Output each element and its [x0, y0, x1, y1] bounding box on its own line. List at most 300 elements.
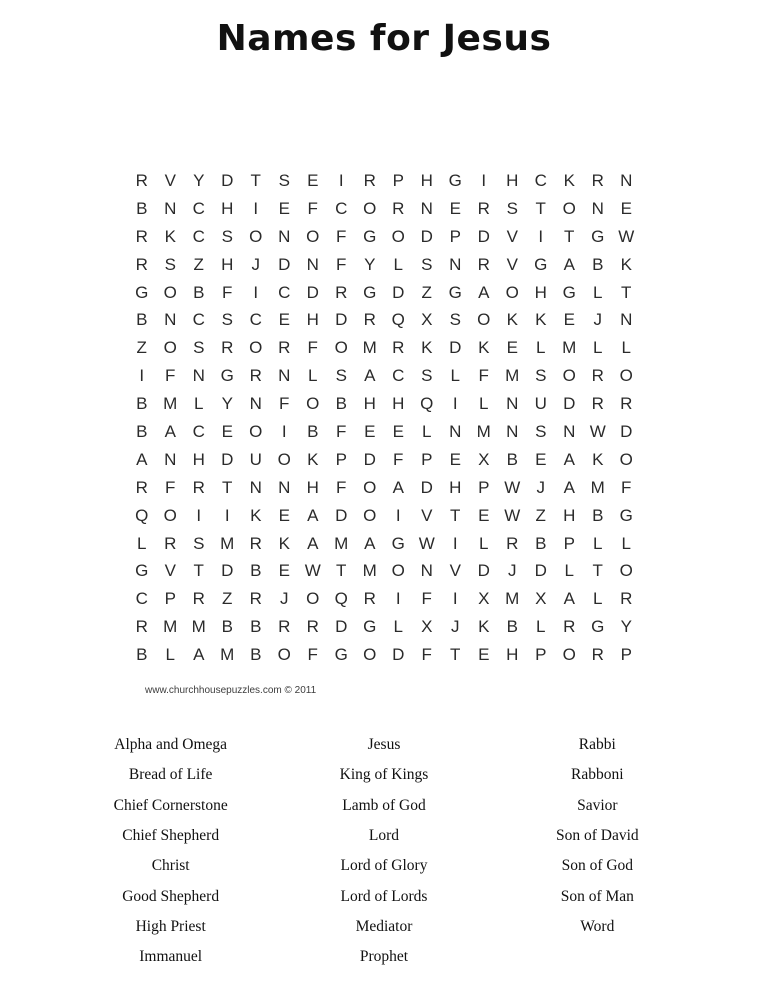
grid-letter: X [478, 449, 490, 469]
grid-letter: O [163, 282, 177, 302]
grid-letter: O [249, 338, 263, 358]
grid-letter: W [618, 226, 635, 246]
grid-letter: X [535, 589, 547, 609]
grid-letter: C [335, 198, 348, 218]
grid-letter: O [249, 421, 263, 441]
grid-letter: O [277, 449, 291, 469]
grid-letter: A [307, 533, 319, 553]
grid-letter: I [253, 282, 259, 302]
grid-letter: A [478, 282, 490, 302]
grid-letter: H [420, 170, 433, 190]
grid-letter: N [449, 254, 462, 274]
grid-letter: B [136, 198, 148, 218]
grid-letter: S [193, 338, 205, 358]
grid-letter: B [335, 394, 347, 414]
word-list-item: King of Kings [339, 766, 429, 784]
word-list-column [64, 730, 277, 972]
grid-letter: A [563, 254, 575, 274]
grid-letter: S [193, 533, 205, 553]
grid-letter: O [619, 561, 633, 581]
grid-letter: O [363, 505, 377, 525]
grid-letter: S [335, 366, 347, 386]
grid-letter: O [306, 589, 320, 609]
grid-letter: R [192, 477, 205, 497]
grid-letter: L [564, 561, 574, 581]
grid-letter: O [619, 366, 633, 386]
grid-letter: L [593, 282, 603, 302]
grid-letter: J [508, 561, 517, 581]
grid-letter: H [392, 394, 405, 414]
grid-letter: C [192, 421, 205, 441]
grid-letter: N [620, 310, 633, 330]
grid-letter: J [280, 589, 289, 609]
word-list-item: Good Shepherd [122, 887, 220, 905]
grid-letter: F [393, 449, 404, 469]
grid-letter: L [593, 589, 603, 609]
word-list-item: Christ [151, 857, 190, 875]
grid-letter: R [249, 533, 262, 553]
grid-letter: B [136, 310, 148, 330]
grid-letter: H [363, 394, 376, 414]
grid-letter: L [137, 533, 147, 553]
page-title: Names for Jesus [216, 18, 552, 59]
grid-letter: K [620, 254, 632, 274]
grid-letter: S [506, 198, 518, 218]
grid-letter: G [591, 617, 605, 637]
word-list-column [491, 730, 704, 972]
grid-letter: R [591, 394, 604, 414]
grid-letter: F [222, 282, 233, 302]
grid-letter: K [563, 170, 575, 190]
grid-letter: W [504, 477, 521, 497]
grid-letter: B [535, 533, 547, 553]
grid-letter: B [592, 505, 604, 525]
grid-letter: Q [135, 505, 149, 525]
grid-letter: F [307, 198, 318, 218]
grid-letter: D [392, 282, 405, 302]
grid-letter: S [221, 226, 233, 246]
grid-letter: Q [391, 310, 405, 330]
grid-letter: L [593, 533, 603, 553]
word-list-column [277, 730, 490, 972]
word-list-item: Bread of Life [128, 766, 213, 784]
grid-letter: A [364, 533, 376, 553]
grid-letter: O [391, 561, 405, 581]
grid-letter: Z [222, 589, 233, 609]
grid-letter: C [249, 310, 262, 330]
grid-letter: P [478, 477, 490, 497]
grid-letter: N [249, 394, 262, 414]
grid-letter: N [563, 421, 576, 441]
grid-letter: O [363, 645, 377, 665]
word-list-item: Alpha and Omega [114, 736, 228, 754]
grid-letter: T [621, 282, 632, 302]
grid-letter: J [451, 617, 460, 637]
grid-letter: O [363, 477, 377, 497]
grid-letter: F [336, 226, 347, 246]
grid-letter: F [421, 645, 432, 665]
grid-letter: X [421, 310, 433, 330]
grid-letter: H [506, 645, 519, 665]
grid-letter: V [506, 226, 518, 246]
grid-letter: D [221, 561, 234, 581]
grid-letter: E [478, 645, 490, 665]
grid-letter: N [591, 198, 604, 218]
grid-letter: E [392, 421, 404, 441]
watermark-text: www.churchhousepuzzles.com © 2011 [145, 685, 317, 696]
grid-letter: Y [193, 170, 205, 190]
word-list-item: Chief Cornerstone [113, 796, 228, 814]
grid-letter: F [336, 477, 347, 497]
grid-letter: R [306, 617, 319, 637]
grid-letter: D [335, 310, 348, 330]
word-list-item: Word [580, 917, 615, 935]
grid-letter: R [249, 589, 262, 609]
grid-letter: G [334, 645, 348, 665]
grid-letter: O [249, 226, 263, 246]
grid-letter: R [392, 198, 405, 218]
grid-letter: P [392, 170, 404, 190]
grid-letter: G [448, 170, 462, 190]
grid-letter: L [450, 366, 460, 386]
grid-letter: E [307, 170, 319, 190]
grid-letter: G [562, 282, 576, 302]
grid-letter: I [538, 226, 544, 246]
grid-letter: O [306, 226, 320, 246]
grid-letter: C [192, 310, 205, 330]
grid-letter: R [278, 338, 291, 358]
grid-letter: T [535, 198, 546, 218]
grid-letter: X [421, 617, 433, 637]
grid-letter: O [334, 338, 348, 358]
grid-letter: M [362, 561, 377, 581]
grid-letter: D [221, 449, 234, 469]
grid-letter: W [504, 505, 521, 525]
grid-letter: K [478, 617, 490, 637]
grid-letter: I [452, 589, 458, 609]
grid-letter: T [592, 561, 603, 581]
grid-letter: L [593, 338, 603, 358]
grid-letter: R [591, 170, 604, 190]
grid-letter: W [418, 533, 435, 553]
grid-letter: B [193, 282, 205, 302]
grid-letter: E [620, 198, 632, 218]
grid-letter: D [278, 254, 291, 274]
grid-letter: R [363, 310, 376, 330]
grid-letter: X [478, 589, 490, 609]
grid-letter: S [278, 170, 290, 190]
grid-letter: R [135, 254, 148, 274]
grid-letter: B [136, 645, 148, 665]
grid-letter: E [478, 505, 490, 525]
grid-letter: L [194, 394, 204, 414]
grid-letter: M [476, 421, 491, 441]
word-list-item: High Priest [135, 917, 206, 935]
grid-letter: G [135, 561, 149, 581]
grid-letter: O [562, 366, 576, 386]
grid-letter: N [506, 394, 519, 414]
grid-letter: E [278, 198, 290, 218]
grid-letter: O [391, 226, 405, 246]
grid-letter: D [335, 505, 348, 525]
grid-letter: L [308, 366, 318, 386]
grid-letter: B [250, 561, 262, 581]
grid-letter: B [307, 421, 319, 441]
word-list-item: Prophet [359, 948, 409, 966]
grid-letter: R [135, 617, 148, 637]
grid-letter: R [620, 394, 633, 414]
grid-letter: C [192, 226, 205, 246]
grid-letter: R [477, 198, 490, 218]
grid-letter: K [164, 226, 176, 246]
grid-letter: L [422, 421, 432, 441]
grid-letter: V [164, 170, 176, 190]
grid-letter: I [196, 505, 202, 525]
grid-letter: G [391, 533, 405, 553]
grid-letter: F [279, 394, 290, 414]
grid-letter: K [421, 338, 433, 358]
grid-letter: R [335, 282, 348, 302]
grid-letter: E [563, 310, 575, 330]
grid-letter: R [392, 338, 405, 358]
word-list-item: Lord [368, 827, 400, 845]
grid-letter: Z [136, 338, 147, 358]
grid-letter: H [306, 477, 319, 497]
word-list-item: Savior [577, 796, 618, 814]
grid-letter: G [591, 226, 605, 246]
grid-letter: I [253, 198, 259, 218]
grid-letter: W [304, 561, 321, 581]
grid-letter: A [364, 366, 376, 386]
grid-letter: E [364, 421, 376, 441]
grid-letter: H [306, 310, 319, 330]
grid-letter: V [421, 505, 433, 525]
grid-letter: R [164, 533, 177, 553]
grid-letter: H [534, 282, 547, 302]
grid-letter: I [452, 394, 458, 414]
grid-letter: O [306, 394, 320, 414]
grid-letter: T [564, 226, 575, 246]
grid-letter: C [278, 282, 291, 302]
grid-letter: C [392, 366, 405, 386]
grid-letter: M [191, 617, 206, 637]
grid-letter: P [449, 226, 461, 246]
grid-letter: N [506, 421, 519, 441]
grid-letter: N [420, 198, 433, 218]
grid-letter: A [392, 477, 404, 497]
grid-letter: F [307, 645, 318, 665]
word-list-item: Immanuel [139, 948, 203, 966]
grid-letter: O [619, 449, 633, 469]
grid-letter: V [449, 561, 461, 581]
grid-letter: L [479, 394, 489, 414]
grid-letter: K [592, 449, 604, 469]
grid-letter: S [164, 254, 176, 274]
grid-letter: M [163, 394, 178, 414]
grid-letter: R [563, 617, 576, 637]
grid-letter: R [192, 589, 205, 609]
grid-letter: I [281, 421, 287, 441]
grid-letter: G [135, 282, 149, 302]
grid-letter: G [220, 366, 234, 386]
grid-letter: L [393, 254, 403, 274]
grid-letter: B [221, 617, 233, 637]
grid-letter: P [421, 449, 433, 469]
grid-letter: D [420, 226, 433, 246]
grid-letter: F [478, 366, 489, 386]
grid-letter: L [536, 338, 546, 358]
grid-letter: D [420, 477, 433, 497]
grid-letter: R [221, 338, 234, 358]
grid-letter: R [591, 645, 604, 665]
word-list-item: Rabbi [578, 736, 616, 754]
grid-letter: N [164, 198, 177, 218]
grid-letter: G [448, 282, 462, 302]
grid-letter: R [363, 589, 376, 609]
grid-letter: P [164, 589, 176, 609]
grid-letter: N [449, 421, 462, 441]
grid-letter: R [506, 533, 519, 553]
grid-letter: H [192, 449, 205, 469]
grid-letter: Q [420, 394, 434, 414]
grid-letter: E [535, 449, 547, 469]
grid-letter: V [164, 561, 176, 581]
grid-letter: T [450, 645, 461, 665]
grid-letter: O [363, 198, 377, 218]
grid-letter: N [164, 310, 177, 330]
word-list-item: Son of Man [560, 887, 634, 905]
grid-letter: Y [221, 394, 233, 414]
grid-letter: S [535, 366, 547, 386]
grid-letter: G [534, 254, 548, 274]
grid-letter: D [477, 561, 490, 581]
grid-letter: B [250, 617, 262, 637]
grid-letter: S [421, 254, 433, 274]
grid-letter: N [192, 366, 205, 386]
grid-letter: K [478, 338, 490, 358]
word-list-item: Mediator [355, 917, 413, 935]
grid-letter: L [536, 617, 546, 637]
grid-letter: O [163, 505, 177, 525]
grid-letter: Z [421, 282, 432, 302]
grid-letter: R [249, 366, 262, 386]
grid-letter: M [163, 617, 178, 637]
grid-letter: D [306, 282, 319, 302]
word-list-item: Lord of Lords [340, 887, 428, 905]
grid-letter: A [164, 421, 176, 441]
grid-letter: R [477, 254, 490, 274]
grid-letter: P [620, 645, 632, 665]
grid-letter: D [221, 170, 234, 190]
grid-letter: A [193, 645, 205, 665]
grid-letter: M [334, 533, 349, 553]
grid-letter: F [336, 421, 347, 441]
grid-letter: U [534, 394, 547, 414]
grid-letter: I [481, 170, 487, 190]
grid-letter: Z [193, 254, 204, 274]
grid-letter: J [536, 477, 545, 497]
grid-letter: N [164, 449, 177, 469]
grid-letter: R [278, 617, 291, 637]
grid-letter: H [221, 254, 234, 274]
grid-letter: U [249, 449, 262, 469]
grid-letter: G [363, 282, 377, 302]
grid-letter: T [193, 561, 204, 581]
grid-letter: N [249, 477, 262, 497]
grid-letter: N [306, 254, 319, 274]
grid-letter: D [335, 617, 348, 637]
grid-letter: L [393, 617, 403, 637]
grid-letter: I [139, 366, 145, 386]
grid-letter: M [562, 338, 577, 358]
grid-letter: O [277, 645, 291, 665]
grid-letter: R [620, 589, 633, 609]
grid-letter: F [336, 254, 347, 274]
grid-letter: B [136, 421, 148, 441]
grid-letter: T [450, 505, 461, 525]
grid-letter: Y [620, 617, 632, 637]
grid-letter: B [136, 394, 148, 414]
grid-letter: K [307, 449, 319, 469]
grid-letter: S [449, 310, 461, 330]
word-list-item: Son of God [561, 857, 634, 875]
grid-letter: G [363, 226, 377, 246]
grid-letter: S [421, 366, 433, 386]
grid-letter: G [363, 617, 377, 637]
grid-letter: N [420, 561, 433, 581]
grid-letter: T [336, 561, 347, 581]
word-list [64, 730, 704, 972]
grid-letter: I [395, 589, 401, 609]
grid-letter: M [590, 477, 605, 497]
grid-letter: V [506, 254, 518, 274]
grid-letter: A [563, 449, 575, 469]
word-list-item: Lamb of God [342, 796, 426, 814]
grid-letter: D [449, 338, 462, 358]
word-list-item: Rabboni [571, 766, 624, 784]
grid-letter: G [619, 505, 633, 525]
grid-letter: F [421, 589, 432, 609]
grid-letter: F [307, 338, 318, 358]
grid-letter: N [278, 226, 291, 246]
grid-letter: K [278, 533, 290, 553]
grid-letter: J [593, 310, 602, 330]
grid-letter: S [535, 421, 547, 441]
grid-letter: D [363, 449, 376, 469]
grid-letter: P [563, 533, 575, 553]
grid-letter: E [278, 561, 290, 581]
grid-letter: M [505, 589, 520, 609]
grid-letter: D [392, 645, 405, 665]
grid-letter: D [563, 394, 576, 414]
grid-letter: T [222, 477, 233, 497]
word-list-item: Jesus [367, 736, 401, 754]
grid-letter: C [534, 170, 547, 190]
grid-letter: F [165, 366, 176, 386]
grid-letter: R [135, 477, 148, 497]
grid-letter: E [506, 338, 518, 358]
grid-letter: D [477, 226, 490, 246]
grid-letter: C [192, 198, 205, 218]
grid-letter: E [221, 421, 233, 441]
grid-letter: H [221, 198, 234, 218]
grid-letter: M [362, 338, 377, 358]
grid-letter: L [165, 645, 175, 665]
grid-letter: E [449, 198, 461, 218]
grid-letter: Q [334, 589, 348, 609]
grid-letter: O [562, 198, 576, 218]
grid-letter: M [505, 366, 520, 386]
